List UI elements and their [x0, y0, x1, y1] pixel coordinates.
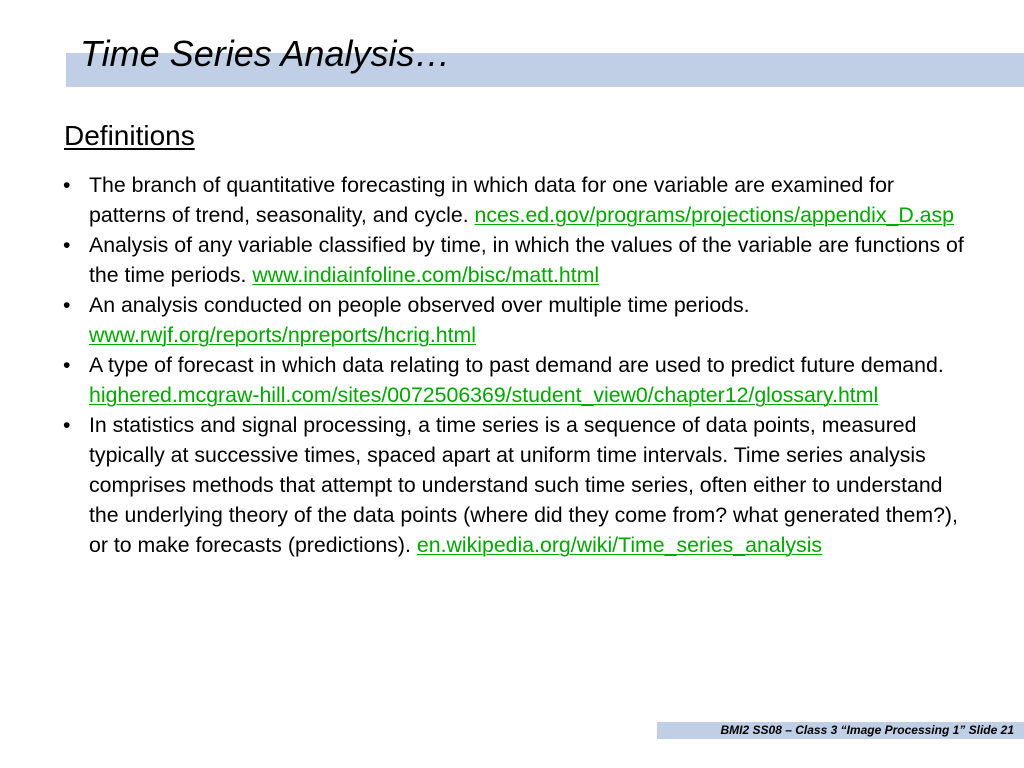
- definition-text: The branch of quantitative forecasting in which data for one variable are examined for patterns of trend, seasonality, and cycle.: [89, 173, 895, 227]
- slide-footer: BMI2 SS08 – Class 3 “Image Processing 1” Slide 21: [720, 723, 1014, 737]
- definition-item-5: [64, 410, 976, 560]
- source-link[interactable]: www.rwjf.org/reports/npreports/hcrig.html: [89, 323, 477, 347]
- section-heading-definitions: Definitions: [64, 120, 195, 151]
- bullet-icon: •: [63, 413, 71, 437]
- source-link[interactable]: highered.mcgraw-hill.com/sites/0072506369/student_view0/chapter12/glossary.html: [89, 383, 879, 407]
- definition-item-3: [64, 290, 976, 350]
- bullet-icon: •: [63, 353, 71, 377]
- definition-text: Analysis of any variable classified by time, in which the values of the variable are functions of the time periods.: [89, 233, 964, 287]
- source-link[interactable]: www.indiainfoline.com/bisc/matt.html: [252, 263, 600, 287]
- source-link[interactable]: nces.ed.gov/programs/projections/appendix_D.asp: [474, 203, 955, 227]
- bullet-icon: •: [63, 233, 71, 257]
- definition-text: An analysis conducted on people observed over multiple time periods.: [89, 293, 750, 317]
- definition-item-4: [64, 350, 976, 410]
- definition-text: A type of forecast in which data relating to past demand are used to predict future demand.: [89, 353, 944, 377]
- slide-title: Time Series Analysis…: [80, 33, 451, 74]
- source-link[interactable]: en.wikipedia.org/wiki/Time_series_analysis: [416, 533, 823, 557]
- bullet-icon: •: [63, 293, 71, 317]
- definitions-list: [64, 170, 976, 560]
- definition-item-2: [64, 230, 976, 290]
- bullet-icon: •: [63, 173, 71, 197]
- definition-item-1: [64, 170, 976, 230]
- definition-text: In statistics and signal processing, a time series is a sequence of data points, measured typically at successive times, spaced apart at uniform time intervals. Time series analysis comprises methods that attempt to understand such time series, often either to understand the underlying theory of the data points (where did they come from? what generated them?), or to make forecasts (predictions).: [89, 413, 958, 557]
